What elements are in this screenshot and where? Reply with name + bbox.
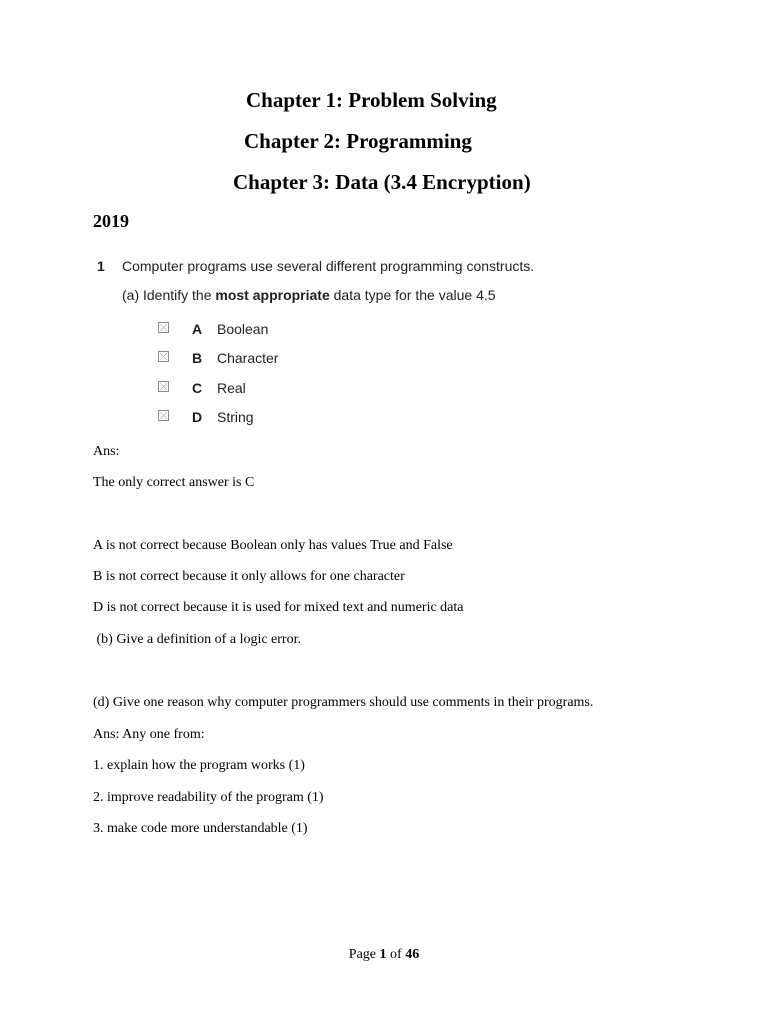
explanation-a: A is not correct because Boolean only has values True and False	[93, 538, 453, 553]
footer-middle: of	[386, 947, 406, 962]
option-d-letter: D	[192, 409, 203, 425]
chapter-3-heading: Chapter 3: Data (3.4 Encryption)	[233, 170, 531, 194]
option-c-letter: C	[192, 380, 203, 396]
answer-intro: Ans: Any one from:	[93, 727, 205, 742]
option-d-text: String	[217, 409, 254, 425]
answer-item-3: 3. make code more understandable (1)	[93, 821, 308, 836]
option-a-checkbox-icon	[158, 322, 169, 333]
question-part-d: (d) Give one reason why computer programmers should use comments in their programs.	[93, 695, 594, 710]
answer-label: Ans:	[93, 444, 120, 459]
explanation-d: D is not correct because it is used for mixed text and numeric data	[93, 600, 464, 615]
question-part-a-emphasis: most appropriate	[215, 287, 330, 303]
year-heading: 2019	[93, 211, 129, 231]
question-part-a-suffix: data type for the value 4.5	[329, 287, 496, 303]
question-part-b: (b) Give a definition of a logic error.	[93, 632, 301, 647]
option-b-checkbox-icon	[158, 351, 169, 362]
page-footer	[0, 947, 768, 963]
question-part-a-prefix: (a) Identify the	[122, 287, 216, 303]
option-c-text: Real	[217, 380, 246, 396]
total-page-count: 46	[405, 947, 420, 962]
option-d-checkbox-icon	[158, 410, 169, 421]
explanation-b: B is not correct because it only allows for one character	[93, 569, 405, 584]
chapter-2-heading: Chapter 2: Programming	[244, 129, 472, 153]
option-b-letter: B	[192, 350, 203, 366]
current-page-number: 1	[379, 947, 387, 962]
option-c-checkbox-icon	[158, 381, 169, 392]
option-a-letter: A	[192, 321, 203, 337]
option-a-text: Boolean	[217, 321, 269, 337]
footer-prefix: Page	[348, 947, 380, 962]
question-part-a	[122, 287, 496, 303]
chapter-1-heading: Chapter 1: Problem Solving	[246, 88, 497, 112]
answer-item-1: 1. explain how the program works (1)	[93, 758, 305, 773]
correct-answer-line: The only correct answer is C	[93, 475, 255, 490]
answer-item-2: 2. improve readability of the program (1)	[93, 790, 324, 805]
option-b-text: Character	[217, 350, 279, 366]
question-number: 1	[97, 258, 105, 274]
question-stem: Computer programs use several different programming constructs.	[122, 258, 535, 274]
